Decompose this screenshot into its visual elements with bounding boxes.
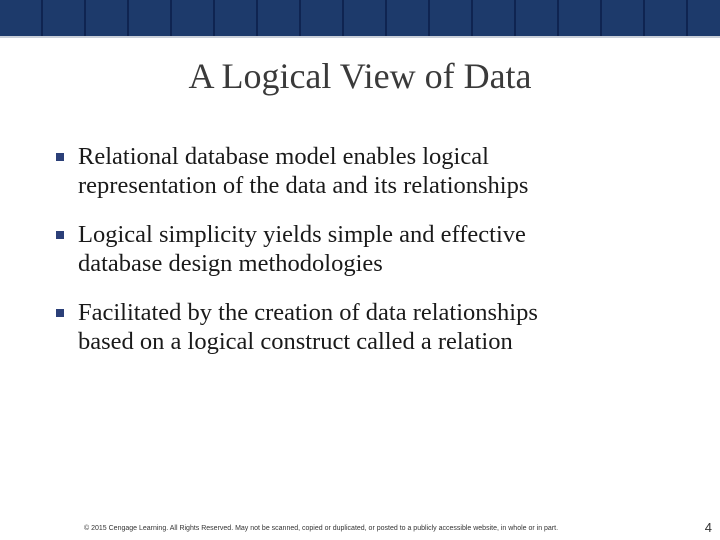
bullet-line: database design methodologies: [78, 250, 383, 277]
bullet-line: based on a logical construct called a relation: [78, 328, 513, 355]
header-bar: [0, 0, 720, 36]
page-number: 4: [704, 520, 712, 535]
bullet-item: [56, 220, 656, 278]
bullet-list: [56, 142, 656, 376]
bullet-line: Relational database model enables logical: [78, 143, 489, 170]
slide-title: A Logical View of Data: [188, 56, 532, 96]
copyright-notice: © 2015 Cengage Learning. All Rights Reserved. May not be scanned, copied or duplicated, or posted to a publicly accessible website, in whole or in part.: [84, 525, 559, 532]
bullet-line: representation of the data and its relationships: [78, 172, 529, 199]
bullet-line: Logical simplicity yields simple and effective: [78, 221, 526, 248]
header-bar-divider: [0, 36, 720, 38]
bullet-line: Facilitated by the creation of data relationships: [78, 299, 538, 326]
square-bullet-icon: [56, 309, 64, 317]
square-bullet-icon: [56, 231, 64, 239]
bullet-item: [56, 142, 656, 200]
square-bullet-icon: [56, 153, 64, 161]
bullet-item: [56, 298, 656, 356]
